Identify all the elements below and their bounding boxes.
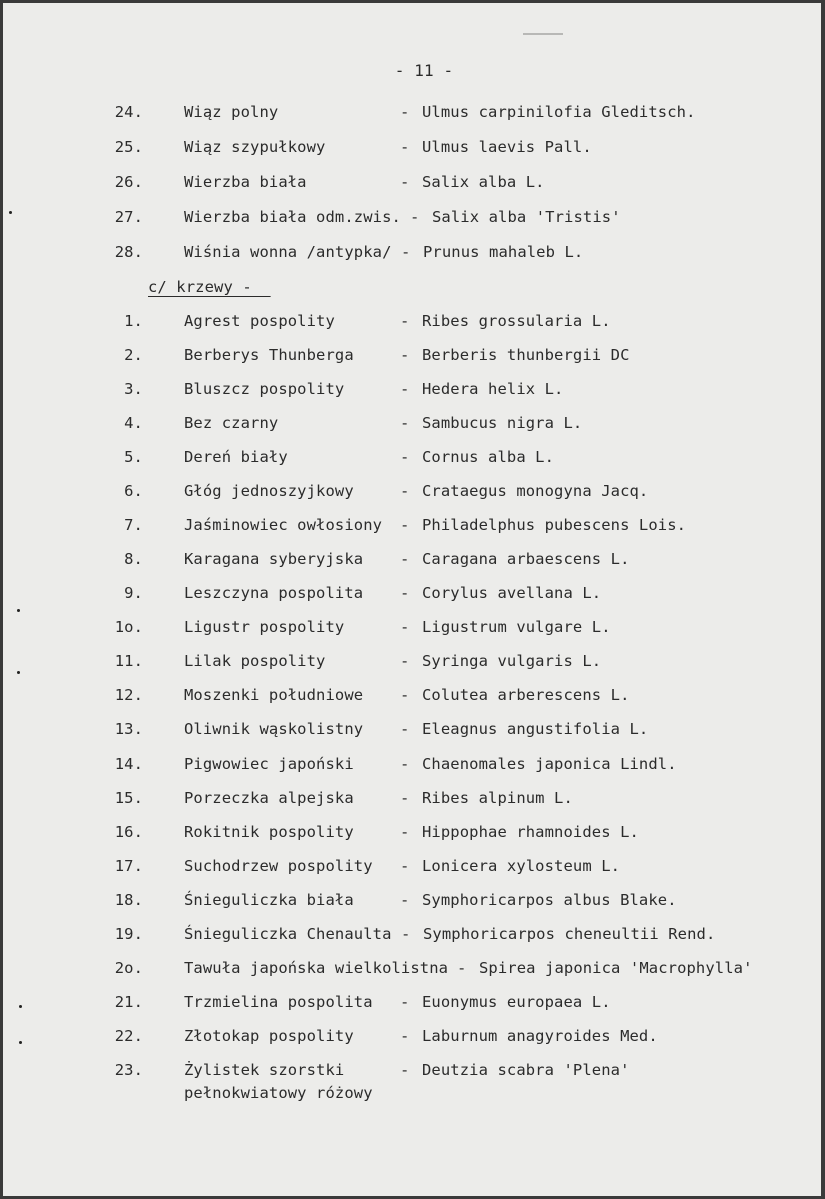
latin-name: Spirea japonica 'Macrophylla' bbox=[479, 959, 753, 977]
item-number: 5. bbox=[124, 448, 143, 466]
polish-name: Lilak pospolity bbox=[184, 652, 326, 670]
margin-dot bbox=[19, 1041, 22, 1044]
separator-dash: - bbox=[400, 516, 410, 534]
polish-name: Berberys Thunberga bbox=[184, 346, 354, 364]
latin-name: Philadelphus pubescens Lois. bbox=[422, 516, 687, 534]
item-number: 2. bbox=[124, 346, 143, 364]
latin-name: Berberis thunbergii DC bbox=[422, 346, 630, 364]
separator-dash: - bbox=[400, 652, 410, 670]
polish-name: Tawuła japońska wielkolistna bbox=[184, 959, 449, 977]
separator-dash: - bbox=[400, 618, 410, 636]
latin-name: Caragana arbaescens L. bbox=[422, 550, 630, 568]
separator-dash: - bbox=[400, 312, 410, 330]
polish-name: Wierzba biała odm.zwis. bbox=[184, 208, 401, 226]
latin-name: Lonicera xylosteum L. bbox=[422, 857, 621, 875]
item-number: 25. bbox=[114, 138, 143, 156]
polish-name: Wierzba biała bbox=[184, 173, 307, 191]
polish-name: Karagana syberyjska bbox=[184, 550, 364, 568]
latin-name: Sambucus nigra L. bbox=[422, 414, 583, 432]
item-number: 7. bbox=[124, 516, 143, 534]
polish-name: Bluszcz pospolity bbox=[184, 380, 345, 398]
latin-name: Chaenomales japonica Lindl. bbox=[422, 755, 677, 773]
item-number: 3. bbox=[124, 380, 143, 398]
paper-smudge bbox=[523, 33, 563, 35]
margin-dot bbox=[17, 671, 20, 674]
latin-name: Symphoricarpos cheneultii Rend. bbox=[423, 925, 716, 943]
separator-dash: - bbox=[400, 1027, 410, 1045]
item-number: 19. bbox=[114, 925, 143, 943]
polish-name: Złotokap pospolity bbox=[184, 1027, 354, 1045]
item-number: 1. bbox=[124, 312, 143, 330]
item-number: 1o. bbox=[114, 618, 143, 636]
separator-dash: - bbox=[400, 380, 410, 398]
separator-dash: - bbox=[400, 1061, 410, 1079]
polish-name: Śnieguliczka Chenaulta bbox=[184, 925, 392, 943]
margin-dot bbox=[19, 1005, 22, 1008]
polish-name: Głóg jednoszyjkowy bbox=[184, 482, 354, 500]
separator-dash: - bbox=[400, 448, 410, 466]
polish-name: Wiąz polny bbox=[184, 103, 279, 121]
margin-dot bbox=[17, 609, 20, 612]
item-number: 23. bbox=[114, 1061, 143, 1079]
polish-name: Leszczyna pospolita bbox=[184, 584, 364, 602]
polish-name: Moszenki południowe bbox=[184, 686, 364, 704]
item-number: 28. bbox=[114, 243, 143, 261]
polish-name: Rokitnik pospolity bbox=[184, 823, 354, 841]
polish-name: Dereń biały bbox=[184, 448, 288, 466]
latin-name: Syringa vulgaris L. bbox=[422, 652, 602, 670]
item-number: 12. bbox=[114, 686, 143, 704]
latin-name: Hedera helix L. bbox=[422, 380, 564, 398]
item-number: 13. bbox=[114, 720, 143, 738]
section-heading-shrubs: c/ krzewy - bbox=[148, 278, 271, 296]
latin-name: Euonymus europaea L. bbox=[422, 993, 611, 1011]
latin-name: Laburnum anagyroides Med. bbox=[422, 1027, 658, 1045]
latin-name: Eleagnus angustifolia L. bbox=[422, 720, 649, 738]
item-number: 27. bbox=[114, 208, 143, 226]
latin-name: Symphoricarpos albus Blake. bbox=[422, 891, 677, 909]
separator-dash: - bbox=[400, 346, 410, 364]
item-number: 15. bbox=[114, 789, 143, 807]
polish-name: Oliwnik wąskolistny bbox=[184, 720, 364, 738]
separator-dash: - bbox=[457, 959, 467, 977]
separator-dash: - bbox=[400, 720, 410, 738]
polish-name: Ligustr pospolity bbox=[184, 618, 345, 636]
item-number: 16. bbox=[114, 823, 143, 841]
item-number: 8. bbox=[124, 550, 143, 568]
latin-name: Salix alba 'Tristis' bbox=[432, 208, 621, 226]
polish-name: Wiąz szypułkowy bbox=[184, 138, 326, 156]
polish-name: Agrest pospolity bbox=[184, 312, 335, 330]
item-number: 11. bbox=[114, 652, 143, 670]
latin-name: Deutzia scabra 'Plena' bbox=[422, 1061, 630, 1079]
item-number: 24. bbox=[114, 103, 143, 121]
item-number: 18. bbox=[114, 891, 143, 909]
latin-name: Ribes alpinum L. bbox=[422, 789, 573, 807]
separator-dash: - bbox=[400, 414, 410, 432]
item-number: 26. bbox=[114, 173, 143, 191]
polish-name: Pigwowiec japoński bbox=[184, 755, 354, 773]
polish-name: Trzmielina pospolita bbox=[184, 993, 373, 1011]
item-number: 2o. bbox=[114, 959, 143, 977]
polish-name: Porzeczka alpejska bbox=[184, 789, 354, 807]
latin-name: Ulmus carpinilofia Gleditsch. bbox=[422, 103, 696, 121]
separator-dash: - bbox=[400, 550, 410, 568]
separator-dash: - bbox=[400, 993, 410, 1011]
item-number: 4. bbox=[124, 414, 143, 432]
separator-dash: - bbox=[401, 243, 411, 261]
document-page bbox=[3, 3, 821, 1196]
polish-name: Jaśminowiec owłosiony bbox=[184, 516, 383, 534]
separator-dash: - bbox=[400, 823, 410, 841]
separator-dash: - bbox=[400, 686, 410, 704]
polish-name: Żylistek szorstki bbox=[184, 1061, 345, 1079]
margin-dot bbox=[9, 211, 12, 214]
latin-name: Prunus mahaleb L. bbox=[423, 243, 584, 261]
item-number: 17. bbox=[114, 857, 143, 875]
separator-dash: - bbox=[400, 584, 410, 602]
separator-dash: - bbox=[400, 789, 410, 807]
item-number: 6. bbox=[124, 482, 143, 500]
separator-dash: - bbox=[400, 857, 410, 875]
separator-dash: - bbox=[410, 208, 420, 226]
latin-name: Salix alba L. bbox=[422, 173, 545, 191]
polish-name: Wiśnia wonna /antypka/ bbox=[184, 243, 392, 261]
separator-dash: - bbox=[400, 103, 410, 121]
latin-name: Ligustrum vulgare L. bbox=[422, 618, 611, 636]
latin-name: Ulmus laevis Pall. bbox=[422, 138, 592, 156]
item-number: 14. bbox=[114, 755, 143, 773]
page-number: - 11 - bbox=[394, 61, 454, 80]
separator-dash: - bbox=[401, 925, 411, 943]
item-number: 22. bbox=[114, 1027, 143, 1045]
latin-name: Ribes grossularia L. bbox=[422, 312, 611, 330]
polish-name: Suchodrzew pospolity bbox=[184, 857, 373, 875]
latin-name: Hippophae rhamnoides L. bbox=[422, 823, 639, 841]
polish-name: Śnieguliczka biała bbox=[184, 891, 354, 909]
separator-dash: - bbox=[400, 138, 410, 156]
latin-name: Crataegus monogyna Jacq. bbox=[422, 482, 649, 500]
polish-name: Bez czarny bbox=[184, 414, 279, 432]
separator-dash: - bbox=[400, 173, 410, 191]
polish-name-continuation: pełnokwiatowy różowy bbox=[184, 1084, 373, 1102]
latin-name: Colutea arberescens L. bbox=[422, 686, 630, 704]
item-number: 9. bbox=[124, 584, 143, 602]
separator-dash: - bbox=[400, 891, 410, 909]
separator-dash: - bbox=[400, 482, 410, 500]
latin-name: Cornus alba L. bbox=[422, 448, 555, 466]
separator-dash: - bbox=[400, 755, 410, 773]
latin-name: Corylus avellana L. bbox=[422, 584, 602, 602]
item-number: 21. bbox=[114, 993, 143, 1011]
